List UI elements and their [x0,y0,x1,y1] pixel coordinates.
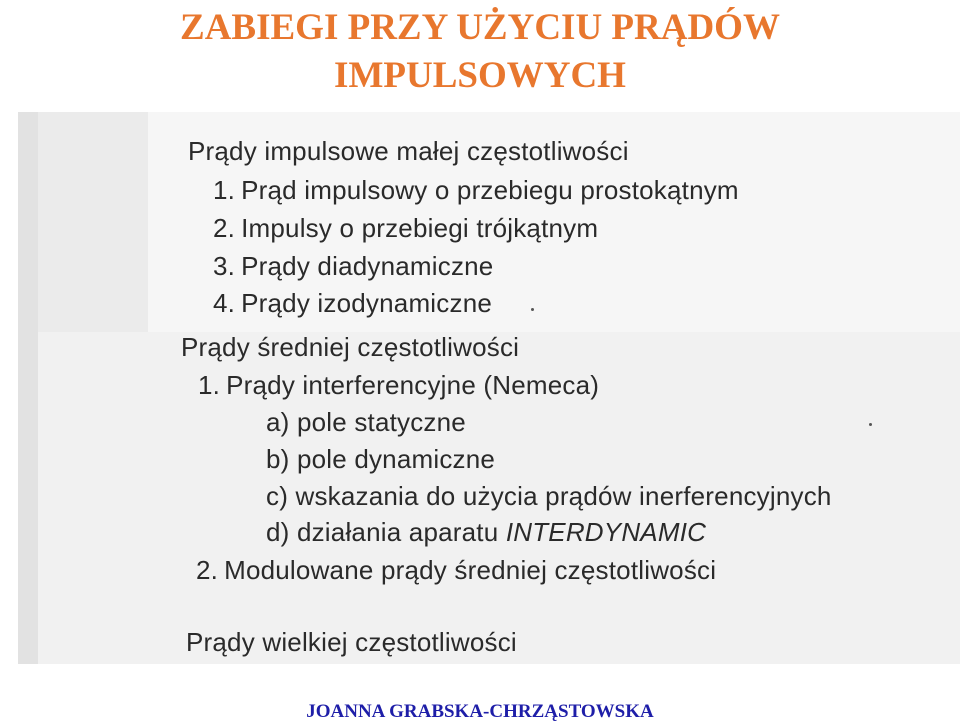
list-item [196,555,716,585]
device-name: INTERDYNAMIC [505,517,707,547]
scanned-page-image [18,112,960,664]
sub-list-item: b) pole dynamiczne [266,444,496,474]
sub-list-item: a) pole statyczne [266,407,466,437]
author-footer: JOANNA GRABSKA-CHRZĄSTOWSKA [306,701,654,722]
list-item-text: Prądy interferencyjne (Nemeca) [226,370,600,400]
sub-list-item-text: d) działania aparatu [266,517,506,547]
list-item-number: 4. [213,288,236,318]
slide-title-line-2: IMPULSOWYCH [334,55,626,96]
sub-list-item [266,517,706,547]
scan-speck [531,308,534,311]
list-item [213,213,598,243]
list-item-number: 2. [213,213,236,243]
sub-list-item: c) wskazania do użycia prądów inerferencyjnych [266,481,832,511]
list-item [198,370,599,400]
list-item-text: Modulowane prądy średniej częstotliwości [224,555,717,585]
list-item-text: Prąd impulsowy o przebiegu prostokątnym [241,175,739,205]
slide-title-line-1: ZABIEGI PRZY UŻYCIU PRĄDÓW [180,7,780,48]
list-item-number: 2. [196,555,219,585]
list-item-text: Prądy izodynamiczne [241,288,493,318]
list-item [213,288,492,318]
list-item-number: 3. [213,251,236,281]
list-item [213,175,739,205]
scan-speck [869,423,872,426]
scanned-text-block [18,112,960,664]
list-item-text: Prądy diadynamiczne [241,251,494,281]
section-mid-heading: Prądy średniej częstotliwości [181,332,520,362]
slide-title [0,4,960,100]
list-item-text: Impulsy o przebiegi trójkątnym [241,213,599,243]
list-item [213,251,493,281]
section-high-heading: Prądy wielkiej częstotliwości [186,627,517,657]
list-item-number: 1. [198,370,221,400]
list-item-number: 1. [213,175,236,205]
section-low-heading: Prądy impulsowe małej częstotliwości [188,136,629,166]
